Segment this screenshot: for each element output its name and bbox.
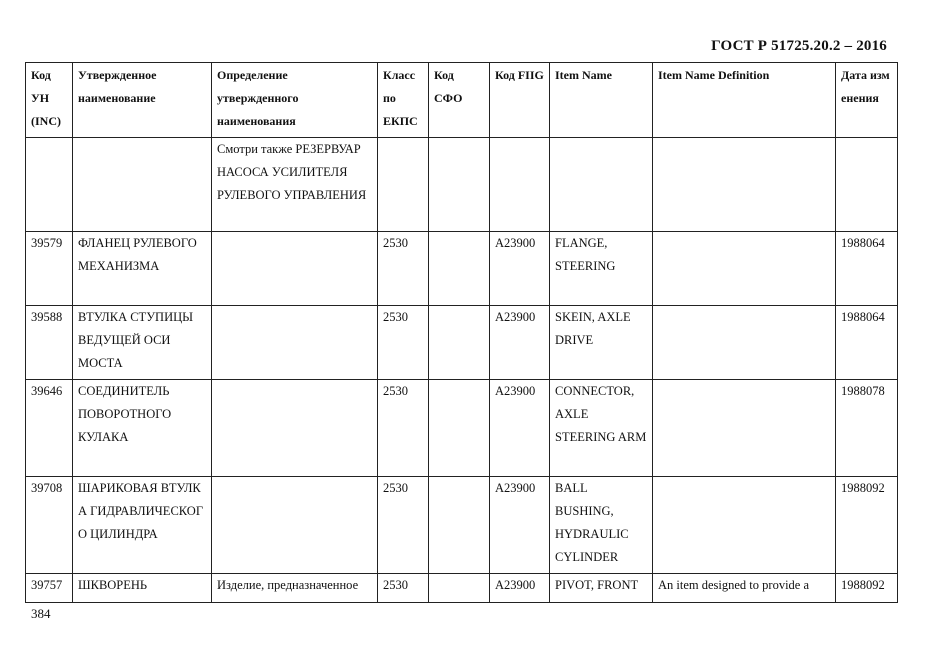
cell-item-name: FLANGE, STEERING — [550, 232, 653, 306]
header-change-date: Дата изменения — [836, 63, 898, 138]
cell-inc: 39588 — [26, 306, 73, 380]
cell-definition — [212, 232, 378, 306]
cell-sfo — [429, 306, 490, 380]
cell-definition — [212, 380, 378, 477]
cell-definition — [212, 477, 378, 574]
cell-sfo — [429, 232, 490, 306]
cell-item-definition — [653, 477, 836, 574]
cell-date: 1988092 — [836, 574, 898, 603]
cell-item-definition — [653, 306, 836, 380]
cell-item-name: PIVOT, FRONT — [550, 574, 653, 603]
cell-item-name: CONNECTOR, AXLE STEERING ARM — [550, 380, 653, 477]
cell-date: 1988092 — [836, 477, 898, 574]
cell-item-definition — [653, 232, 836, 306]
cell-item-name: SKEIN, AXLE DRIVE — [550, 306, 653, 380]
table-row — [26, 138, 898, 232]
header-name-definition: Определение утвержденного наименования — [212, 63, 378, 138]
cell-inc: 39646 — [26, 380, 73, 477]
cell-sfo — [429, 138, 490, 232]
cell-class: 2530 — [378, 232, 429, 306]
cell-approved-name: ШАРИКОВАЯ ВТУЛКА ГИДРАВЛИЧЕСКОГО ЦИЛИНДРА — [73, 477, 212, 574]
cell-class: 2530 — [378, 306, 429, 380]
header-approved-name: Утвержденное наименование — [73, 63, 212, 138]
cell-sfo — [429, 574, 490, 603]
document-title: ГОСТ Р 51725.20.2 – 2016 — [711, 38, 887, 54]
cell-fiig: A23900 — [490, 477, 550, 574]
cell-fiig: A23900 — [490, 574, 550, 603]
cell-class: 2530 — [378, 380, 429, 477]
cell-definition: Изделие, предназначенное — [212, 574, 378, 603]
cell-approved-name: ШКВОРЕНЬ — [73, 574, 212, 603]
table-row — [26, 380, 898, 477]
cell-inc: 39708 — [26, 477, 73, 574]
header-item-name-definition: Item Name Definition — [653, 63, 836, 138]
cell-inc: 39757 — [26, 574, 73, 603]
cell-inc: 39579 — [26, 232, 73, 306]
item-name-table — [25, 62, 898, 603]
table-header-row — [26, 63, 898, 138]
header-ekps-class: Класс по ЕКПС — [378, 63, 429, 138]
cell-item-definition — [653, 138, 836, 232]
page-number: 384 — [31, 606, 51, 621]
table-row — [26, 477, 898, 574]
cell-class: 2530 — [378, 574, 429, 603]
cell-item-name — [550, 138, 653, 232]
table-row — [26, 232, 898, 306]
cell-date: 1988078 — [836, 380, 898, 477]
cell-approved-name — [73, 138, 212, 232]
cell-definition: Смотри также РЕЗЕРВУАР НАСОСА УСИЛИТЕЛЯ РУЛЕВОГО УПРАВЛЕНИЯ — [212, 138, 378, 232]
cell-inc — [26, 138, 73, 232]
header-item-name: Item Name — [550, 63, 653, 138]
cell-definition — [212, 306, 378, 380]
cell-sfo — [429, 477, 490, 574]
cell-approved-name: ФЛАНЕЦ РУЛЕВОГО МЕХАНИЗМА — [73, 232, 212, 306]
cell-fiig: A23900 — [490, 380, 550, 477]
cell-item-name: BALL BUSHING, HYDRAULIC CYLINDER — [550, 477, 653, 574]
header-sfo-code: Код СФО — [429, 63, 490, 138]
table-row — [26, 574, 898, 603]
cell-date — [836, 138, 898, 232]
cell-fiig: A23900 — [490, 306, 550, 380]
cell-item-definition — [653, 380, 836, 477]
cell-item-definition: An item designed to provide a — [653, 574, 836, 603]
cell-approved-name: ВТУЛКА СТУПИЦЫ ВЕДУЩЕЙ ОСИ МОСТА — [73, 306, 212, 380]
cell-fiig: A23900 — [490, 232, 550, 306]
cell-class: 2530 — [378, 477, 429, 574]
table-row — [26, 306, 898, 380]
cell-class — [378, 138, 429, 232]
cell-sfo — [429, 380, 490, 477]
header-inc-code: Код УН (INC) — [26, 63, 73, 138]
cell-date: 1988064 — [836, 306, 898, 380]
cell-date: 1988064 — [836, 232, 898, 306]
cell-approved-name: СОЕДИНИТЕЛЬ ПОВОРОТНОГО КУЛАКА — [73, 380, 212, 477]
header-fiig-code: Код FIIG — [490, 63, 550, 138]
cell-fiig — [490, 138, 550, 232]
